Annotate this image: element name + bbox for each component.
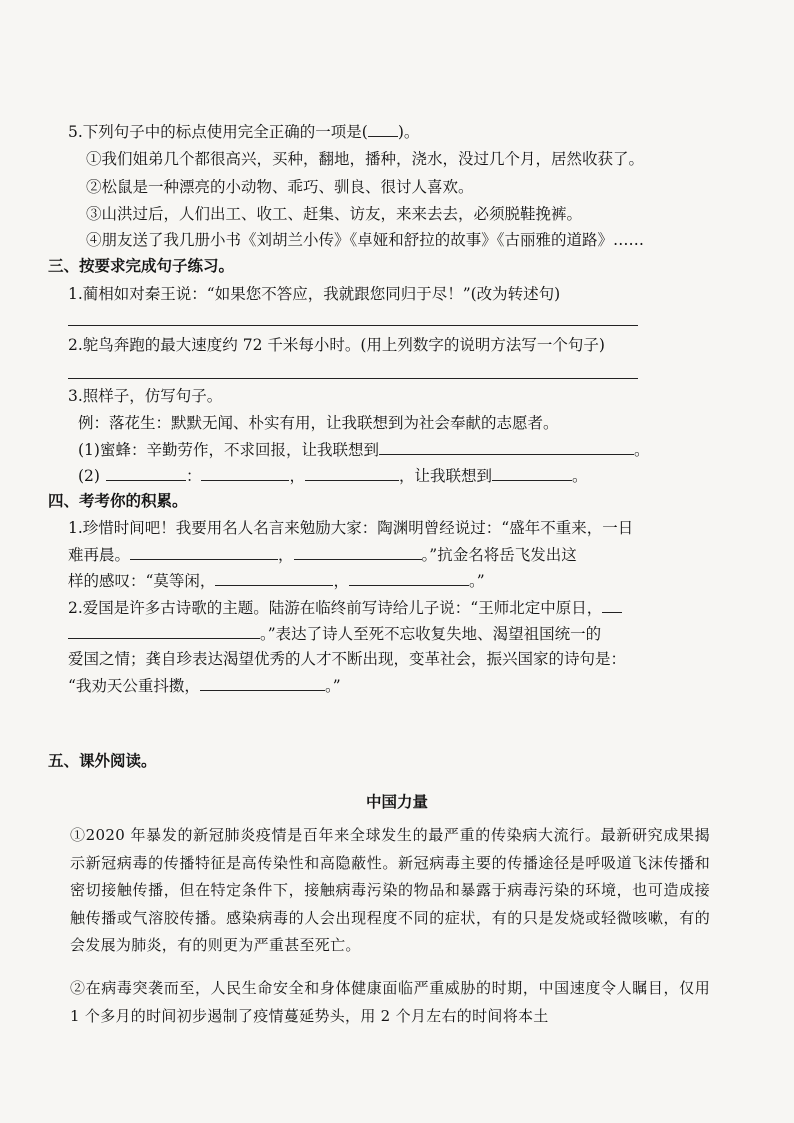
s4-q1-line3-a: 样的感叹：“莫等闲， <box>68 572 216 590</box>
q5-option-3: ③山洪过后，人们出工、收工、赶集、访友，来来去去，必须脱鞋挽裤。 <box>86 205 583 223</box>
s3-item2-blank-4[interactable] <box>492 464 572 481</box>
s3-item2-blank-1[interactable] <box>106 464 186 481</box>
s3-item2 <box>78 464 588 487</box>
s3-item2-period: 。 <box>572 467 588 485</box>
s4-q1-line3-c: 。” <box>468 572 485 590</box>
s3-item2-label: (2) <box>78 467 100 485</box>
s3-q1-answer-line[interactable] <box>68 325 638 326</box>
s4-q1-line3-b: ， <box>333 572 349 590</box>
s3-q1: 1.蔺相如对秦王说：“如果您不答应，我就跟您同归于尽！”(改为转述句) <box>68 285 561 303</box>
s4-q2-line2-text: 。”表达了诗人至死不忘收复失地、渴望祖国统一的 <box>260 625 602 643</box>
section3-heading: 三、按要求完成句子练习。 <box>48 257 235 275</box>
answer-paren[interactable] <box>368 136 398 137</box>
s4-q1-blank-4[interactable] <box>349 569 469 586</box>
s3-item1-period: 。 <box>633 441 650 459</box>
s4-q1-blank-3[interactable] <box>215 569 333 586</box>
s3-item2-blank-2[interactable] <box>201 464 289 481</box>
section4-heading: 四、考考你的积累。 <box>48 492 188 510</box>
s4-q2-line1 <box>68 596 622 619</box>
article-title: 中国力量 <box>365 793 428 811</box>
s3-q2: 2.鸵鸟奔跑的最大速度约 72 千米每小时。(用上列数字的说明方法写一个句子) <box>68 336 605 354</box>
s3-q3: 3.照样子，仿写句子。 <box>68 387 223 405</box>
s4-q1-line2-c: 。”抗金名将岳飞发出这 <box>421 546 577 564</box>
s3-item1-text: (1)蜜蜂：辛勤劳作，不求回报，让我联想到 <box>78 441 379 459</box>
s3-example: 例：落花生：默默无闻、朴实有用，让我联想到为社会奉献的志愿者。 <box>78 414 559 432</box>
s3-item2-blank-3[interactable] <box>305 464 399 481</box>
q5-stem <box>68 121 419 143</box>
s3-q2-answer-line[interactable] <box>68 378 638 379</box>
s4-q2-blank-1b[interactable] <box>68 622 260 639</box>
s4-q2-blank-2[interactable] <box>200 674 325 691</box>
q5-stem-end: )。 <box>397 123 420 141</box>
s4-q1-line3 <box>68 569 485 592</box>
s4-q2-line2 <box>68 622 601 645</box>
s3-item1 <box>78 438 649 461</box>
s3-item1-blank[interactable] <box>379 438 634 455</box>
s4-q2-blank-1a[interactable] <box>602 596 622 613</box>
s4-q1-line2 <box>68 543 577 566</box>
s4-q1-line1: 1.珍惜时间吧！我要用名人名言来勉励大家：陶渊明曾经说过：“盛年不重来，一日 <box>68 519 634 537</box>
s3-item2-colon: ： <box>185 467 202 485</box>
s4-q1-line2-a: 难再晨。 <box>68 546 131 564</box>
q5-stem-text: 5.下列句子中的标点使用完全正确的一项是( <box>68 123 368 141</box>
article-paragraph-1 <box>70 822 710 960</box>
s4-q2-line3: 爱国之情；龚自珍表达渴望优秀的人才不断出现，变革社会，振兴国家的诗句是： <box>68 650 627 668</box>
s4-q2-line4-b: 。” <box>324 677 341 695</box>
q5-option-2: ②松鼠是一种漂亮的小动物、乖巧、驯良、很讨人喜欢。 <box>86 178 474 196</box>
s4-q2-line1-text: 2.爱国是许多古诗歌的主题。陆游在临终前写诗给儿子说：“王师北定中原日， <box>68 599 603 617</box>
s4-q1-blank-1[interactable] <box>130 543 278 560</box>
q5-option-1: ①我们姐弟几个都很高兴，买种，翻地，播种，浇水，没过几个月，居然收获了。 <box>86 150 645 168</box>
article-paragraph-2-text: ②在病毒突袭而至，人民生命安全和身体健康面临严重威胁的时期，中国速度令人瞩目，仅用 1 个多月的时间初步遏制了疫情蔓延势头，用 2 个月左右的时间将本土 <box>70 979 710 1025</box>
s4-q2-line4 <box>68 674 341 697</box>
section5-heading: 五、课外阅读。 <box>48 752 157 770</box>
s3-item2-comma: ， <box>289 467 305 485</box>
s4-q1-blank-2[interactable] <box>294 543 422 560</box>
article-paragraph-2 <box>70 975 710 1030</box>
s4-q1-line2-b: ， <box>278 546 294 564</box>
s4-q2-line4-a: “我劝天公重抖擞， <box>68 677 200 695</box>
q5-option-4: ④朋友送了我几册小书《刘胡兰小传》《卓娅和舒拉的故事》《古丽雅的道路》…… <box>86 231 645 249</box>
article-paragraph-1-text: ①2020 年暴发的新冠肺炎疫情是百年来全球发生的最严重的传染病大流行。最新研究成果揭示新冠病毒的传播特征是高传染性和高隐蔽性。新冠病毒主要的传播途径是呼吸道飞沫传播和密切接触传播，但在特定条件下，接触病毒污染的物品和暴露于病毒污染的环境，也可造成接触传播或气溶胶传播。感染病毒的人会出现程度不同的症状，有的只是发烧或轻微咳嗽，有的会发展为肺炎，有的则更为严重甚至死亡。 <box>70 826 710 954</box>
s3-item2-mid: ，让我联想到 <box>399 467 493 485</box>
